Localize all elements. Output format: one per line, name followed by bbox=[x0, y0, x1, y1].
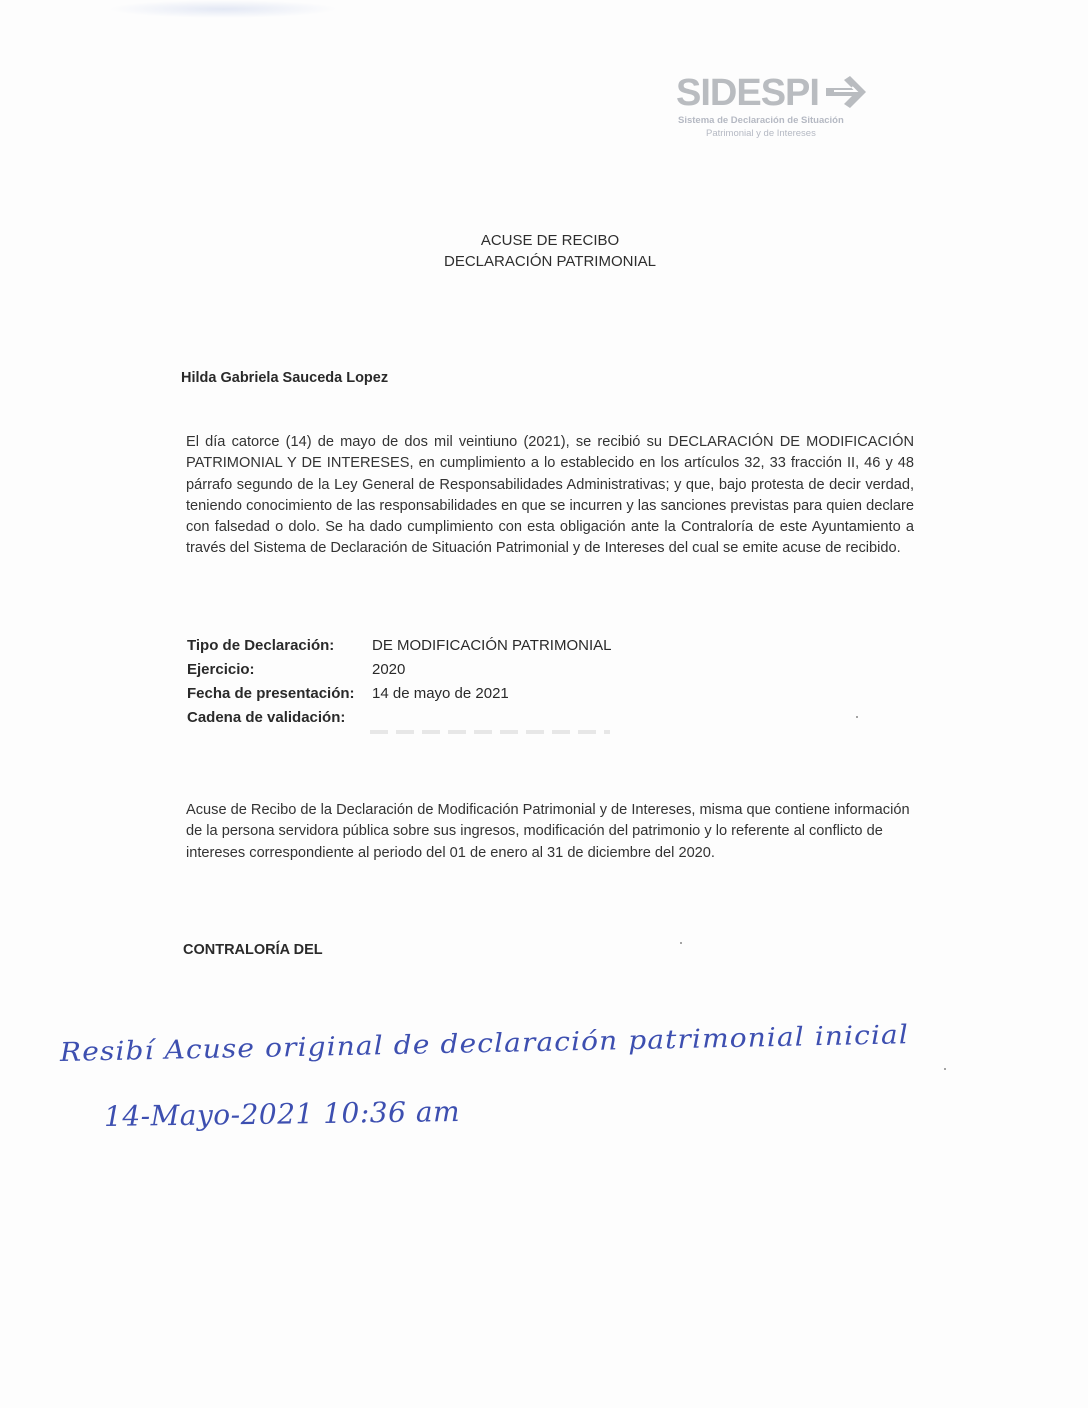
field-value: DE MODIFICACIÓN PATRIMONIAL bbox=[372, 637, 612, 654]
document-title: ACUSE DE RECIBO bbox=[480, 232, 620, 249]
body-paragraph-2: Acuse de Recibo de la Declaración de Modificación Patrimonial y de Intereses, misma que contiene información de la persona servidora pública sobre sus ingresos, modificación del patrimonio y lo referente al conflicto de intereses correspondiente al periodo del 01 de enero al 31 de diciembre del 2020. bbox=[186, 802, 910, 861]
field-label: Fecha de presentación: bbox=[187, 685, 355, 702]
scan-speck bbox=[680, 942, 682, 944]
body-paragraph-1: El día catorce (14) de mayo de dos mil veintiuno (2021), se recibió su DECLARACIÓN DE MODIFICACIÓN PATRIMONIAL Y DE INTERESES, en cumplimiento a lo establecido en los artículos 32, 33 fracción II, 46 y 48 párrafo segundo de la Ley General de Responsabilidades Administrativas; y que, bajo protesta de decir verdad, teniendo conocimiento de las responsabilidades en que se incurren y las sanciones previstas para quien declare con falsedad o dolo. Se ha dado cumplimiento con esta obligación ante la Contraloría de este Ayuntamiento a través del Sistema de Declaración de Situación Patrimonial y de Intereses del cual se emite acuse de recibido. bbox=[186, 434, 914, 557]
document-subtitle: DECLARACIÓN PATRIMONIAL bbox=[444, 253, 656, 270]
scan-speck bbox=[856, 716, 858, 718]
field-label: Cadena de validación: bbox=[187, 709, 346, 726]
logo-subtitle-2: Patrimonial y de Intereses bbox=[706, 128, 816, 139]
validation-string-faint bbox=[370, 730, 610, 734]
field-label: Ejercicio: bbox=[187, 661, 255, 678]
field-label: Tipo de Declaración: bbox=[187, 637, 335, 654]
scan-smudge bbox=[108, 0, 338, 18]
handwritten-note-line-2: 14-Mayo-2021 10:36 am bbox=[103, 1095, 461, 1133]
logo-arrow-icon bbox=[822, 74, 872, 114]
field-value: 14 de mayo de 2021 bbox=[372, 685, 509, 702]
field-value: 2020 bbox=[372, 661, 406, 678]
scan-speck bbox=[944, 1068, 946, 1070]
handwritten-note-line-1: Resibí Acuse original de declaración patrimonial inicial bbox=[59, 1020, 910, 1068]
logo-brand: SIDESPI bbox=[676, 72, 819, 114]
logo-subtitle-1: Sistema de Declaración de Situación bbox=[678, 115, 844, 126]
signature-label: CONTRALORÍA DEL bbox=[183, 942, 323, 958]
recipient-name: Hilda Gabriela Sauceda Lopez bbox=[181, 370, 389, 386]
sidespi-logo bbox=[676, 72, 886, 146]
